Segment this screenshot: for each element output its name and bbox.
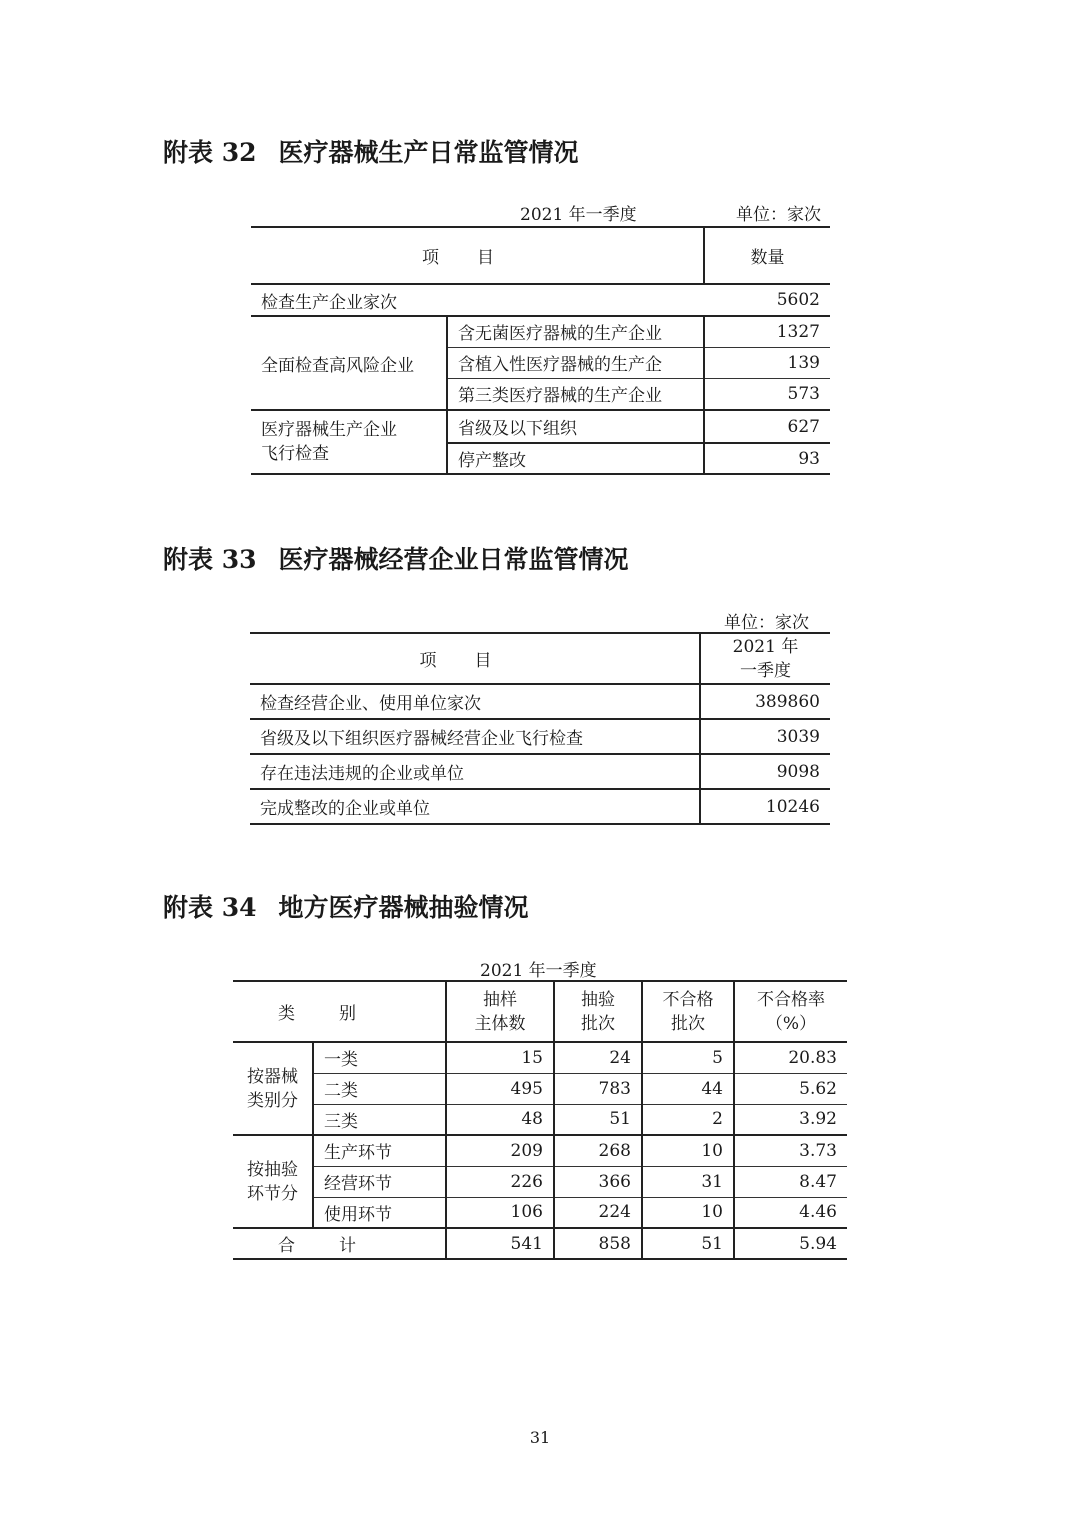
cell: 24 — [554, 1042, 642, 1073]
cell: 209 — [446, 1135, 554, 1166]
cell: 48 — [446, 1104, 554, 1135]
row-label: 省级及以下组织医疗器械经营企业飞行检查 — [250, 719, 700, 754]
table-32-unit: 单位：家次 — [736, 205, 821, 225]
header-failed-batches — [642, 981, 734, 1042]
group-label — [251, 410, 447, 474]
row-label: 存在违法违规的企业或单位 — [250, 754, 700, 789]
cell: 8.47 — [734, 1166, 847, 1197]
group-label-line: 飞行检查 — [261, 444, 329, 464]
row-label: 含无菌医疗器械的生产企业 — [447, 316, 704, 347]
group-label — [233, 1135, 313, 1228]
header-line: 抽样 — [483, 989, 517, 1010]
cell: 226 — [446, 1166, 554, 1197]
header-line: 主体数 — [474, 1013, 526, 1034]
table-34 — [233, 980, 847, 1260]
cell: 858 — [554, 1228, 642, 1259]
page-number: 31 — [529, 1428, 551, 1447]
header-category: 类别 — [278, 1004, 400, 1024]
cell: 5.62 — [734, 1073, 847, 1104]
total-label: 合计 — [278, 1236, 400, 1256]
row-label: 省级及以下组织 — [447, 410, 704, 443]
row-label: 完成整改的企业或单位 — [250, 789, 700, 824]
row-value: 573 — [704, 378, 830, 410]
row-label: 使用环节 — [313, 1197, 446, 1228]
group-label-line: 环节分 — [247, 1183, 298, 1204]
cell: 10 — [642, 1135, 734, 1166]
header-failure-rate — [734, 981, 847, 1042]
table-row — [233, 1104, 847, 1135]
row-label: 检查生产企业家次 — [251, 284, 704, 316]
cell: 106 — [446, 1197, 554, 1228]
table-row — [233, 1042, 847, 1073]
cell: 44 — [642, 1073, 734, 1104]
header-quantity: 数量 — [704, 227, 830, 284]
cell: 4.46 — [734, 1197, 847, 1228]
row-value: 10246 — [765, 796, 820, 817]
cell: 366 — [554, 1166, 642, 1197]
cell: 783 — [554, 1073, 642, 1104]
table-33-title: 医疗器械经营企业日常监管情况 — [278, 545, 629, 574]
row-value: 3039 — [700, 719, 830, 754]
row-label: 一类 — [313, 1042, 446, 1073]
header-line: 不合格率 — [757, 989, 825, 1010]
cell: 3.92 — [734, 1104, 847, 1135]
group-label: 全面检查高风险企业 — [251, 316, 447, 410]
header-line: （%） — [765, 1013, 817, 1034]
group-label-line: 按器械 — [247, 1066, 298, 1087]
table-33-heading — [163, 540, 629, 576]
header-period-line: 2021 年 — [732, 636, 799, 657]
row-value: 5602 — [704, 284, 830, 316]
table-row — [251, 284, 830, 316]
table-row — [250, 789, 830, 824]
row-label: 三类 — [313, 1104, 446, 1135]
header-sample-subjects — [446, 981, 554, 1042]
cell: 31 — [642, 1166, 734, 1197]
header-line: 批次 — [671, 1013, 705, 1034]
cell: 51 — [554, 1104, 642, 1135]
table-row — [233, 1166, 847, 1197]
group-label — [233, 1042, 313, 1135]
table-total-row — [233, 1228, 847, 1259]
table-row — [233, 1197, 847, 1228]
header-item: 项目 — [419, 651, 530, 671]
row-value: 93 — [798, 448, 820, 469]
table-row — [250, 719, 830, 754]
table-32-heading — [163, 133, 579, 169]
row-label: 含植入性医疗器械的生产企 — [447, 347, 704, 378]
group-label-line: 类别分 — [247, 1090, 298, 1111]
cell: 20.83 — [734, 1042, 847, 1073]
cell: 268 — [554, 1135, 642, 1166]
table-row — [251, 316, 830, 347]
header-line: 抽验 — [581, 989, 615, 1010]
table-header-row — [233, 981, 847, 1042]
table-33-unit: 单位：家次 — [724, 613, 809, 633]
table-32-number: 附表 32 — [163, 138, 257, 167]
table-32 — [251, 226, 830, 475]
table-33 — [250, 632, 830, 825]
header-item: 项目 — [422, 248, 532, 268]
table-row — [250, 754, 830, 789]
table-row — [250, 684, 830, 719]
table-row — [251, 410, 830, 443]
cell: 541 — [446, 1228, 554, 1259]
row-value: 389860 — [700, 684, 830, 719]
table-34-heading — [163, 888, 529, 924]
row-value: 139 — [704, 347, 830, 378]
cell: 5.94 — [799, 1233, 837, 1254]
row-label: 生产环节 — [313, 1135, 446, 1166]
row-label: 经营环节 — [313, 1166, 446, 1197]
cell: 2 — [642, 1104, 734, 1135]
header-line: 不合格 — [662, 989, 714, 1010]
cell: 51 — [642, 1228, 734, 1259]
header-period — [700, 633, 830, 684]
group-label-line: 医疗器械生产企业 — [261, 420, 397, 440]
table-34-number: 附表 34 — [163, 893, 257, 922]
cell: 5 — [642, 1042, 734, 1073]
cell: 3.73 — [734, 1135, 847, 1166]
table-row — [233, 1135, 847, 1166]
row-label: 二类 — [313, 1073, 446, 1104]
row-label: 检查经营企业、使用单位家次 — [250, 684, 700, 719]
table-34-title: 地方医疗器械抽验情况 — [278, 893, 529, 922]
cell: 495 — [446, 1073, 554, 1104]
cell: 10 — [642, 1197, 734, 1228]
table-row — [233, 1073, 847, 1104]
row-value: 9098 — [700, 754, 830, 789]
cell: 15 — [446, 1042, 554, 1073]
table-34-period: 2021 年一季度 — [480, 961, 597, 981]
table-header-row — [250, 633, 830, 684]
cell: 224 — [554, 1197, 642, 1228]
table-32-title: 医疗器械生产日常监管情况 — [278, 138, 579, 167]
header-period-line: 一季度 — [740, 660, 791, 681]
group-label-line: 按抽验 — [247, 1159, 298, 1180]
row-label: 停产整改 — [447, 443, 704, 474]
table-33-number: 附表 33 — [163, 545, 257, 574]
header-test-batches — [554, 981, 642, 1042]
row-label: 第三类医疗器械的生产企业 — [447, 378, 704, 410]
table-header-row — [251, 227, 830, 284]
row-value: 1327 — [704, 316, 830, 347]
row-value: 627 — [704, 410, 830, 443]
header-line: 批次 — [581, 1013, 615, 1034]
table-32-period: 2021 年一季度 — [520, 205, 637, 225]
